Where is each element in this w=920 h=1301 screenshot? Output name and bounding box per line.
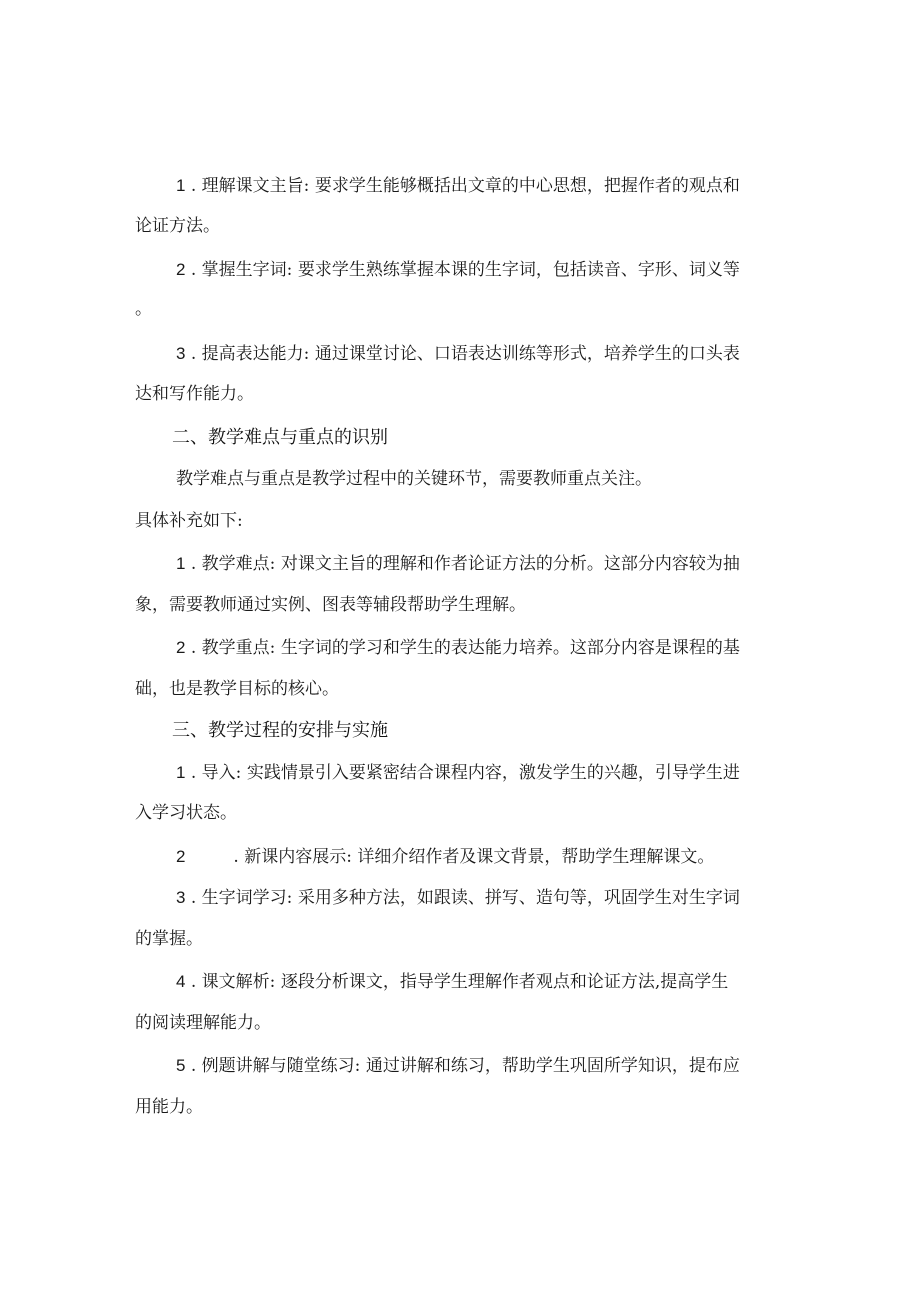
- objective-2-line-1: [176, 259, 740, 281]
- list-text: . 生字词学习: 采用多种方法，如跟读、拼写、造句等，巩固学生对生字词: [190, 888, 740, 908]
- list-text: . 课文解析: 逐段分析课文，指导学生理解作者观点和论证方法,提高学生: [190, 972, 729, 992]
- process-5-line-2: 用能力。: [135, 1097, 203, 1117]
- process-4-line-1: [176, 971, 728, 993]
- section-heading-process: 三、教学过程的安排与实施: [172, 720, 388, 741]
- difficulty-1-line-2: 象，需要教师通过实例、图表等辅段帮助学生理解。: [135, 595, 526, 615]
- list-text: . 新课内容展示: 详细介绍作者及课文背景，帮助学生理解课文。: [233, 847, 715, 867]
- list-text: . 理解课文主旨: 要求学生能够概括出文章的中心思想，把握作者的观点和: [190, 176, 740, 196]
- list-number: 1: [176, 176, 186, 195]
- process-5-line-1: [176, 1055, 740, 1077]
- difficulty-2-line-1: [176, 637, 740, 659]
- objective-1-line-1: [176, 175, 740, 197]
- list-text: . 教学难点: 对课文主旨的理解和作者论证方法的分析。这部分内容较为抽: [190, 554, 740, 574]
- list-number: 5: [176, 1056, 186, 1075]
- list-text: . 导入: 实践情景引入要紧密结合课程内容，激发学生的兴趣，引导学生进: [190, 763, 740, 783]
- difficulties-intro-line-2: 具体补充如下:: [135, 511, 243, 531]
- process-4-line-2: 的阅读理解能力。: [135, 1013, 271, 1033]
- list-text: . 教学重点: 生字词的学习和学生的表达能力培养。这部分内容是课程的基: [190, 638, 740, 658]
- objective-3-line-2: 达和写作能力。: [135, 384, 254, 404]
- objective-3-line-1: [176, 343, 740, 365]
- list-number: 2: [176, 847, 186, 866]
- list-text: . 掌握生字词: 要求学生熟练掌握本课的生字词，包括读音、字形、词义等: [190, 260, 740, 280]
- objective-1-line-2: 论证方法。: [135, 216, 220, 236]
- objective-2-line-2: 。: [135, 299, 152, 319]
- list-number: 4: [176, 972, 186, 991]
- process-3-line-2: 的掌握。: [135, 929, 203, 949]
- list-number: 2: [176, 638, 186, 657]
- process-1-line-2: 入学习状态。: [135, 803, 237, 823]
- difficulty-1-line-1: [176, 553, 740, 575]
- list-text: . 提高表达能力: 通过课堂讨论、口语表达训练等形式，培养学生的口头表: [190, 344, 740, 364]
- section-heading-difficulties: 二、教学难点与重点的识别: [172, 427, 388, 448]
- difficulty-2-line-2: 础，也是教学目标的核心。: [135, 679, 339, 699]
- list-number: 3: [176, 344, 186, 363]
- list-text: . 例题讲解与随堂练习: 通过讲解和练习，帮助学生巩固所学知识，提布应: [190, 1056, 740, 1076]
- list-number: 1: [176, 554, 186, 573]
- difficulties-intro-line-1: 教学难点与重点是教学过程中的关键环节，需要教师重点关注。: [176, 469, 652, 489]
- list-number: 1: [176, 763, 186, 782]
- list-number: 3: [176, 888, 186, 907]
- process-3-line-1: [176, 887, 740, 909]
- process-2-line-1: [176, 846, 714, 868]
- process-1-line-1: [176, 762, 740, 784]
- list-number: 2: [176, 260, 186, 279]
